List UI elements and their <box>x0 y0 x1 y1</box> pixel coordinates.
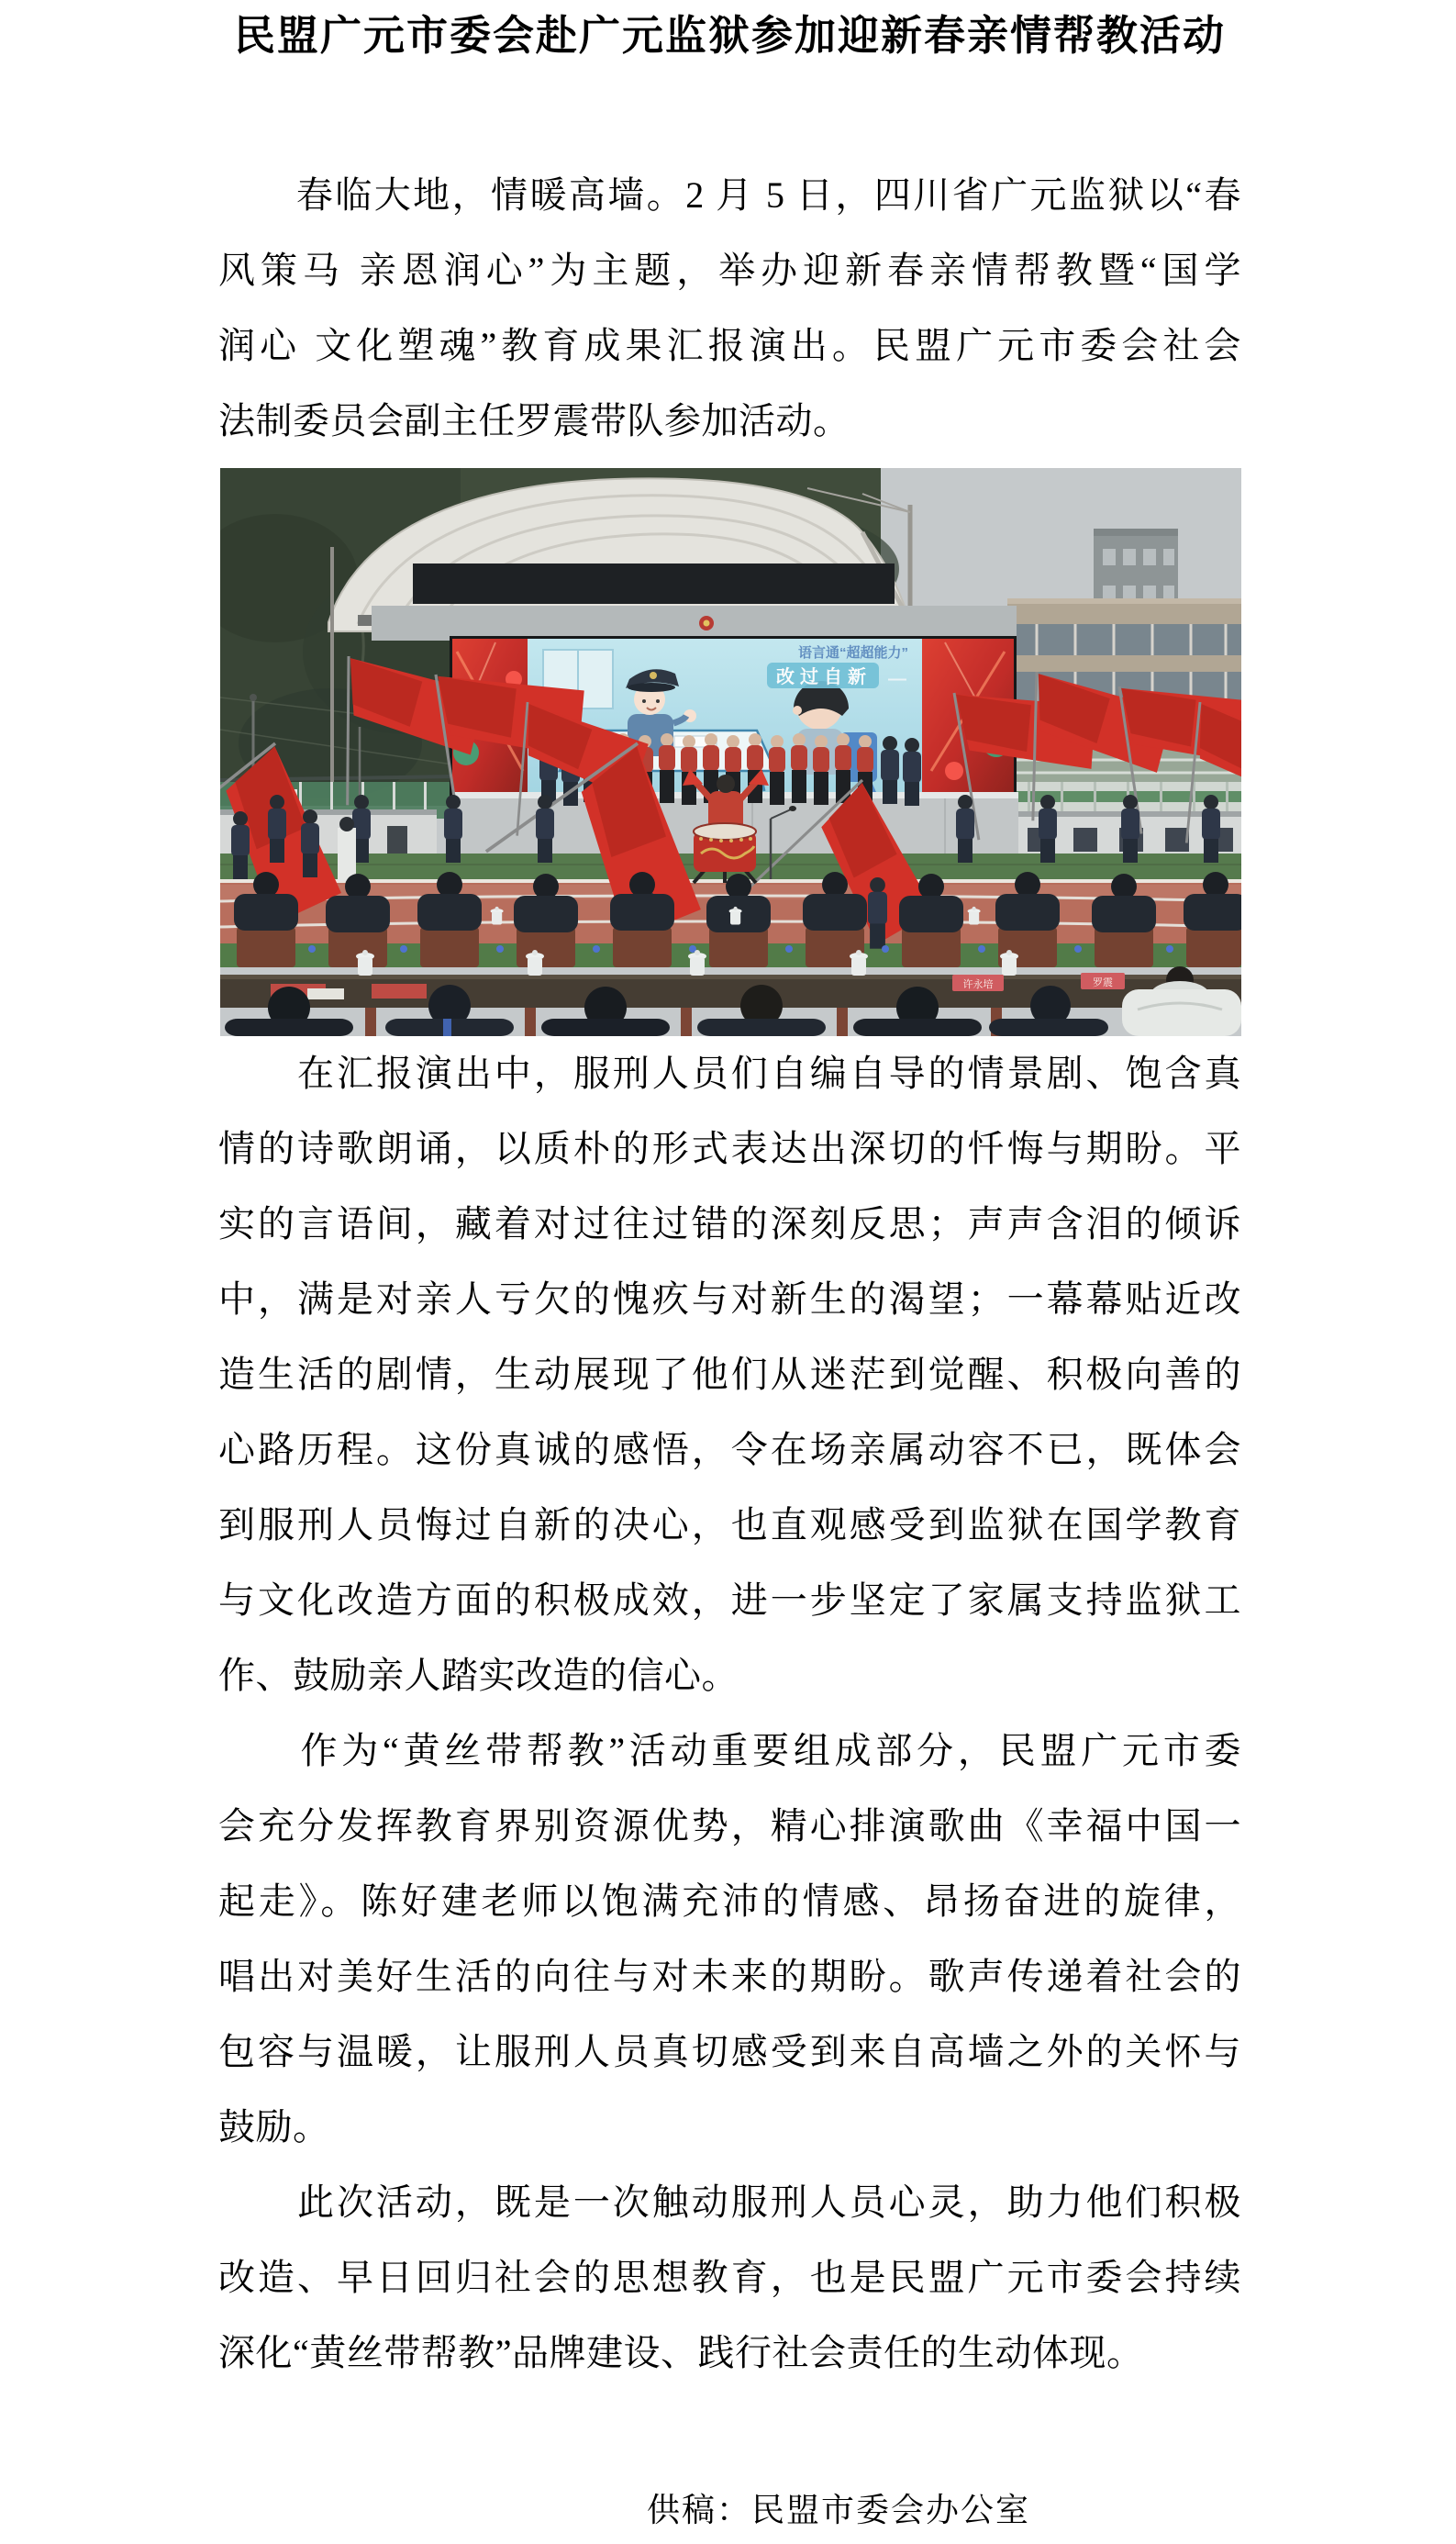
text-line: 作、鼓励亲人踏实改造的信心。 <box>218 1655 739 1696</box>
text-line: 此次活动，既是一次触动服刑人员心灵，助力他们积极 <box>218 2181 1241 2223</box>
text-line: 在汇报演出中，服刑人员们自编自导的情景剧、饱含真 <box>218 1053 1241 1094</box>
text-line: 造生活的剧情，生动展现了他们从迷茫到觉醒、积极向善的 <box>218 1354 1241 1395</box>
text-line: 润心 文化塑魂”教育成果汇报演出。民盟广元市委会社会 <box>218 325 1241 366</box>
paragraph <box>218 158 1241 459</box>
text-line: 深化“黄丝带帮教”品牌建设、践行社会责任的生动体现。 <box>218 2332 1144 2373</box>
text-line: 作为“黄丝带帮教”活动重要组成部分，民盟广元市委 <box>218 1730 1241 1771</box>
text-line: 到服刑人员悔过自新的决心，也直观感受到监狱在国学教育 <box>218 1504 1241 1545</box>
event-photo-graphic <box>220 468 1241 1036</box>
byline: 供稿：民盟市委会办公室 <box>647 2492 1031 2528</box>
text-line: 心路历程。这份真诚的感悟，令在场亲属动容不已，既体会 <box>218 1429 1241 1470</box>
text-line: 春临大地，情暖高墙。2 月 5 日，四川省广元监狱以“春 <box>218 174 1241 216</box>
body-paragraphs-slot <box>218 1036 1241 2391</box>
name-card-text: 许永培 <box>962 979 994 990</box>
event-photo <box>220 468 1241 1036</box>
article-title: 民盟广元市委会赴广元监狱参加迎新春亲情帮教活动 <box>233 12 1226 59</box>
screen-slogan-dash: — <box>888 669 906 689</box>
text-line: 唱出对美好生活的向往与对未来的期盼。歌声传递着社会的 <box>218 1956 1241 1997</box>
text-line: 风策马 亲恩润心”为主题，举办迎新春亲情帮教暨“国学 <box>218 250 1241 291</box>
text-line: 中，满是对亲人亏欠的愧疚与对新生的渴望；一幕幕贴近改 <box>218 1278 1241 1320</box>
text-line: 包容与温暖，让服刑人员真切感受到来自高墙之外的关怀与 <box>218 2031 1241 2072</box>
lead-paragraph-slot <box>218 158 1241 459</box>
text-line: 鼓励。 <box>218 2106 330 2148</box>
paragraph <box>218 1036 1241 1713</box>
text-line: 与文化改造方面的积极成效，进一步坚定了家属支持监狱工 <box>218 1579 1241 1621</box>
text-line: 情的诗歌朗诵，以质朴的形式表达出深切的忏悔与期盼。平 <box>218 1128 1241 1169</box>
text-line: 改造、早日回归社会的思想教育，也是民盟广元市委会持续 <box>218 2257 1241 2298</box>
article-content <box>218 0 1241 2534</box>
text-line: 法制委员会副主任罗震带队参加活动。 <box>218 400 850 441</box>
paragraph <box>218 1713 1241 2165</box>
paragraph <box>218 2165 1241 2391</box>
name-card-text: 罗震 <box>1093 977 1113 988</box>
screen-slogan-line2: 改过自新 <box>776 667 872 687</box>
text-line: 实的言语间，藏着对过往过错的深刻反思；声声含泪的倾诉 <box>218 1203 1241 1244</box>
screen-slogan-line1: 语言通“超超能力” <box>797 645 908 661</box>
photo-haze <box>220 468 1241 1036</box>
text-line: 起走》。陈好建老师以饱满充沛的情感、昂扬奋进的旋律， <box>218 1880 1241 1922</box>
text-line: 会充分发挥教育界别资源优势，精心排演歌曲《幸福中国一 <box>218 1805 1241 1847</box>
